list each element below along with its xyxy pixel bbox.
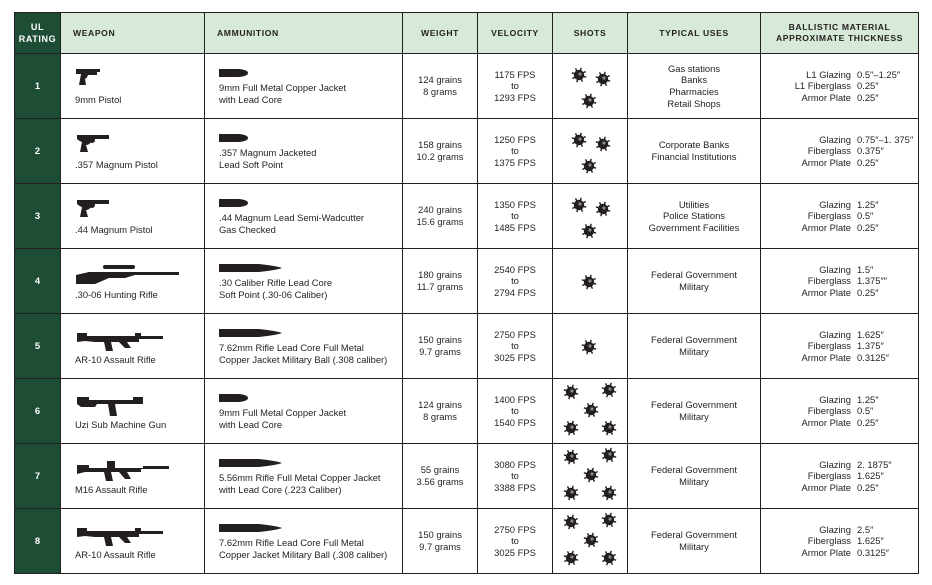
uses-line: Pharmacies	[669, 86, 719, 97]
table-row	[15, 54, 919, 119]
material-name: Glazing	[819, 458, 851, 470]
shots-graphic	[553, 120, 627, 182]
material-line	[775, 145, 918, 157]
uses-line: Government Facilities	[648, 221, 740, 233]
velocity-line: 2540 FPS	[494, 263, 536, 275]
velocity-cell	[478, 54, 553, 119]
material-thickness: 0.25″	[857, 481, 879, 493]
short-bullet-icon	[219, 198, 249, 210]
ammunition-line: 9mm Full Metal Copper Jacket	[219, 407, 347, 418]
weight-line: 150 grains	[418, 334, 462, 346]
weight-cell	[403, 509, 478, 574]
material-name: L1 Glazing	[806, 68, 851, 80]
weapon-cell	[61, 54, 205, 119]
weight-line: 9.7 grams	[419, 541, 461, 552]
uses-line: Federal Government	[651, 399, 737, 411]
table-body	[15, 54, 919, 574]
velocity-cell	[478, 184, 553, 249]
short-bullet-icon	[219, 68, 249, 80]
weapon-name: .357 Magnum Pistol	[75, 159, 158, 171]
typical-uses-cell	[628, 249, 761, 314]
material-thickness: 1.375″″	[857, 275, 888, 287]
ammunition-text	[219, 407, 346, 430]
bullet-hole-icon	[596, 202, 610, 216]
bullet-hole-icon	[572, 133, 586, 147]
material-thickness: 0.5″	[857, 210, 874, 222]
assault-rifle-icon	[75, 328, 165, 355]
weight-line: 8 grams	[423, 411, 457, 422]
material-line	[775, 352, 918, 364]
bullet-hole-icon	[564, 486, 578, 500]
ammunition-line: Copper Jacket Military Ball (.308 caliber)	[219, 548, 388, 560]
weapon-cell	[61, 314, 205, 379]
shots-graphic	[553, 250, 627, 312]
weight-line: 150 grains	[418, 529, 462, 541]
shots-graphic	[553, 315, 627, 377]
material-thickness: 1.5″	[857, 263, 874, 275]
velocity-line: 1540 FPS	[494, 416, 536, 428]
material-line	[775, 547, 918, 559]
ammunition-line: 7.62mm Rifle Lead Core Full Metal	[219, 342, 364, 353]
material-line	[775, 340, 918, 352]
material-line	[775, 470, 918, 482]
table-row	[15, 379, 919, 444]
material-name: Glazing	[819, 263, 851, 275]
shots-cell	[553, 509, 628, 574]
velocity-cell	[478, 249, 553, 314]
material-name: Glazing	[819, 198, 851, 210]
material-line	[775, 275, 918, 287]
ballistic-material-cell	[761, 444, 919, 509]
velocity-line: 3388 FPS	[494, 481, 536, 493]
assault-rifle-icon	[75, 523, 165, 550]
weapon-name: AR-10 Assault Rifle	[75, 549, 156, 561]
material-line	[775, 287, 918, 299]
material-line	[775, 92, 918, 104]
bullet-hole-icon	[582, 159, 596, 173]
weapon-name: M16 Assault Rifle	[75, 484, 148, 496]
velocity-line: 1250 FPS	[494, 133, 536, 145]
velocity-line: 3025 FPS	[494, 546, 536, 558]
ammunition-cell	[205, 314, 403, 379]
uses-line: Financial Institutions	[651, 151, 737, 162]
typical-uses-cell	[628, 314, 761, 379]
uses-line: Federal Government	[651, 529, 737, 541]
weapon-cell	[61, 444, 205, 509]
velocity-line: to	[511, 275, 519, 287]
weight-cell	[403, 444, 478, 509]
material-thickness: 0.5″–1.25″	[857, 68, 901, 80]
ammunition-cell	[205, 54, 403, 119]
material-thickness: 0.25″	[857, 286, 879, 298]
shots-cell	[553, 184, 628, 249]
ammunition-cell	[205, 379, 403, 444]
typical-uses-cell	[628, 509, 761, 574]
material-name: Fiberglass	[807, 405, 851, 417]
velocity-line: to	[511, 535, 519, 547]
weapon-name: AR-10 Assault Rifle	[75, 354, 156, 366]
material-line	[775, 69, 918, 81]
header-shots: SHOTS	[553, 13, 628, 54]
material-name: Fiberglass	[807, 275, 851, 287]
bullet-hole-icon	[602, 421, 616, 435]
material-name: Armor Plate	[801, 286, 851, 298]
uses-line: Military	[679, 541, 709, 552]
material-thickness: 0.75″–1. 375″	[857, 133, 914, 145]
ammunition-text	[219, 342, 387, 365]
bullet-hole-icon	[564, 450, 578, 464]
revolver-icon	[75, 133, 111, 156]
material-name: Armor Plate	[801, 481, 851, 493]
ul-rating-cell: 7	[15, 444, 61, 509]
material-thickness: 2.5″	[857, 523, 874, 535]
ammunition-cell	[205, 249, 403, 314]
ballistic-material-cell	[761, 379, 919, 444]
material-line	[775, 394, 918, 406]
material-line	[775, 482, 918, 494]
material-line	[775, 524, 918, 536]
weapon-cell	[61, 249, 205, 314]
material-line	[775, 134, 918, 146]
weight-line: 124 grains	[418, 74, 462, 86]
velocity-line: 1293 FPS	[494, 91, 536, 103]
ammunition-cell	[205, 184, 403, 249]
weight-line: 240 grains	[418, 204, 462, 216]
shots-cell	[553, 119, 628, 184]
velocity-line: 2794 FPS	[494, 286, 536, 298]
material-line	[775, 329, 918, 341]
material-thickness: 0.375″	[857, 145, 884, 157]
shots-graphic	[553, 445, 627, 507]
ammunition-line: with Lead Core	[219, 418, 283, 430]
weight-line: 10.2 grams	[416, 151, 464, 162]
weapon-name: .30-06 Hunting Rifle	[75, 289, 158, 301]
material-name: Fiberglass	[807, 210, 851, 222]
shots-graphic	[553, 185, 627, 247]
uses-line: Military	[679, 411, 709, 422]
material-line	[775, 80, 918, 92]
velocity-line: 1350 FPS	[494, 198, 536, 210]
weight-line: 15.6 grams	[416, 216, 464, 227]
material-thickness: 0.25″	[857, 80, 879, 92]
table-row	[15, 314, 919, 379]
material-line	[775, 222, 918, 234]
bullet-hole-icon	[596, 72, 610, 86]
material-thickness: 1.375″	[857, 340, 884, 352]
header-ballistic-material: BALLISTIC MATERIAL APPROXIMATE THICKNESS	[761, 13, 919, 54]
weight-line: 11.7 grams	[416, 281, 464, 292]
weight-cell	[403, 314, 478, 379]
ammunition-line: Soft Point (.30-06 Caliber)	[219, 288, 328, 300]
weapon-name: 9mm Pistol	[75, 94, 122, 106]
ammunition-cell	[205, 444, 403, 509]
ammunition-line: .44 Magnum Lead Semi-Wadcutter	[219, 212, 365, 223]
velocity-line: 3025 FPS	[494, 351, 536, 363]
bullet-hole-icon	[582, 94, 596, 108]
ammunition-text	[219, 537, 387, 560]
ammunition-line: Gas Checked	[219, 223, 276, 235]
typical-uses-cell	[628, 379, 761, 444]
ammunition-line: .30 Caliber Rifle Lead Core	[219, 277, 333, 288]
hunting-rifle-icon	[75, 263, 183, 288]
pistol-icon	[75, 68, 103, 89]
m16-rifle-icon	[75, 458, 171, 485]
table-row	[15, 444, 919, 509]
typical-uses-cell	[628, 444, 761, 509]
material-name: Armor Plate	[801, 416, 851, 428]
shots-cell	[553, 444, 628, 509]
typical-uses-cell	[628, 119, 761, 184]
velocity-line: to	[511, 340, 519, 352]
uses-line: Military	[679, 346, 709, 357]
material-thickness: 1.625″	[857, 328, 884, 340]
weight-line: 8 grams	[423, 86, 457, 97]
velocity-line: to	[511, 405, 519, 417]
uses-line: Military	[679, 281, 709, 292]
material-thickness: 0.5″	[857, 405, 874, 417]
velocity-line: 3080 FPS	[494, 458, 536, 470]
material-name: Armor Plate	[801, 221, 851, 233]
ul-rating-cell: 4	[15, 249, 61, 314]
bullet-hole-icon	[572, 68, 586, 82]
material-name: Armor Plate	[801, 351, 851, 363]
material-name: Fiberglass	[807, 340, 851, 352]
weapon-name: .44 Magnum Pistol	[75, 224, 153, 236]
uses-line: Utilities	[678, 198, 710, 210]
bullet-hole-icon	[572, 198, 586, 212]
rifle-bullet-icon	[219, 328, 283, 340]
velocity-line: 1175 FPS	[494, 68, 536, 80]
ammunition-text	[219, 82, 346, 105]
revolver-icon	[75, 198, 111, 221]
material-thickness: 1.625″	[857, 470, 884, 482]
material-thickness: 2. 1875″	[857, 458, 892, 470]
ul-rating-cell: 2	[15, 119, 61, 184]
ammunition-text	[219, 147, 316, 170]
uses-line: Federal Government	[651, 269, 737, 281]
material-line	[775, 459, 918, 471]
table-row	[15, 509, 919, 574]
uses-line: Gas stations	[667, 62, 721, 74]
ammunition-line: 7.62mm Rifle Lead Core Full Metal	[219, 537, 364, 548]
header-typical-uses: TYPICAL USES	[628, 13, 761, 54]
material-thickness: 1.625″	[857, 535, 884, 547]
weight-line: 158 grains	[418, 139, 462, 151]
material-name: L1 Fiberglass	[794, 80, 851, 92]
material-thickness: 1.25″	[857, 198, 879, 210]
uses-line: Military	[679, 476, 709, 487]
velocity-line: 1400 FPS	[494, 393, 536, 405]
bullet-hole-icon	[564, 421, 578, 435]
ammunition-text	[219, 277, 332, 300]
short-bullet-icon	[219, 393, 249, 405]
ul-rating-cell: 6	[15, 379, 61, 444]
weapon-cell	[61, 184, 205, 249]
velocity-cell	[478, 379, 553, 444]
weapon-name: Uzi Sub Machine Gun	[75, 419, 167, 431]
ul-rating-cell: 5	[15, 314, 61, 379]
weight-line: 180 grains	[418, 269, 462, 281]
material-line	[775, 405, 918, 417]
weight-cell	[403, 184, 478, 249]
shots-graphic	[553, 380, 627, 442]
weapon-cell	[61, 509, 205, 574]
material-name: Glazing	[819, 133, 851, 145]
velocity-line: 1375 FPS	[494, 156, 536, 168]
bullet-hole-icon	[602, 513, 616, 527]
material-line	[775, 157, 918, 169]
header-velocity: VELOCITY	[478, 13, 553, 54]
bullet-hole-icon	[564, 385, 578, 399]
velocity-line: 1485 FPS	[494, 221, 536, 233]
ul-rating-cell: 8	[15, 509, 61, 574]
weight-cell	[403, 379, 478, 444]
material-line	[775, 199, 918, 211]
material-line	[775, 535, 918, 547]
bullet-hole-icon	[582, 275, 596, 289]
ballistic-rating-table	[14, 12, 919, 574]
shots-cell	[553, 54, 628, 119]
header-row	[15, 13, 919, 54]
velocity-line: to	[511, 145, 519, 157]
ammunition-line: 9mm Full Metal Copper Jacket	[219, 82, 347, 93]
velocity-cell	[478, 509, 553, 574]
material-thickness: 0.25″	[857, 91, 879, 103]
header-weight: WEIGHT	[403, 13, 478, 54]
ammunition-line: Copper Jacket Military Ball (.308 caliber)	[219, 353, 388, 365]
velocity-cell	[478, 314, 553, 379]
bullet-hole-icon	[602, 448, 616, 462]
velocity-line: to	[511, 80, 519, 92]
velocity-line: 2750 FPS	[494, 328, 536, 340]
bullet-hole-icon	[582, 340, 596, 354]
ammunition-line: .357 Magnum Jacketed	[219, 147, 317, 158]
ul-rating-cell: 3	[15, 184, 61, 249]
bullet-hole-icon	[602, 383, 616, 397]
material-name: Fiberglass	[807, 470, 851, 482]
shots-cell	[553, 379, 628, 444]
table-row	[15, 184, 919, 249]
shots-graphic	[553, 55, 627, 117]
rifle-bullet-icon	[219, 523, 283, 535]
bullet-hole-icon	[596, 137, 610, 151]
velocity-line: to	[511, 210, 519, 222]
ballistic-material-cell	[761, 314, 919, 379]
shots-graphic	[553, 510, 627, 572]
material-name: Glazing	[819, 328, 851, 340]
uses-line: Corporate Banks	[658, 139, 730, 151]
ballistic-material-cell	[761, 54, 919, 119]
ballistic-material-cell	[761, 509, 919, 574]
velocity-line: 2750 FPS	[494, 523, 536, 535]
velocity-cell	[478, 444, 553, 509]
header-ul-rating: UL RATING	[15, 13, 61, 54]
weight-cell	[403, 54, 478, 119]
table-row	[15, 119, 919, 184]
ballistic-material-cell	[761, 119, 919, 184]
material-thickness: 0.25″	[857, 416, 879, 428]
ammunition-line: with Lead Core	[219, 93, 283, 105]
rifle-bullet-icon	[219, 458, 283, 470]
ammunition-cell	[205, 119, 403, 184]
uses-line: Retail Shops	[667, 97, 721, 109]
uzi-icon	[75, 393, 145, 420]
material-name: Armor Plate	[801, 156, 851, 168]
bullet-hole-icon	[564, 515, 578, 529]
bullet-hole-icon	[584, 468, 598, 482]
typical-uses-cell	[628, 54, 761, 119]
material-name: Fiberglass	[807, 145, 851, 157]
material-line	[775, 264, 918, 276]
header-ammunition: AMMUNITION	[205, 13, 403, 54]
table-row	[15, 249, 919, 314]
shots-cell	[553, 314, 628, 379]
material-line	[775, 210, 918, 222]
velocity-line: to	[511, 470, 519, 482]
bullet-hole-icon	[584, 403, 598, 417]
ammunition-line: 5.56mm Rifle Full Metal Copper Jacket	[219, 472, 381, 483]
bullet-hole-icon	[564, 551, 578, 565]
ammunition-text	[219, 472, 381, 495]
material-name: Armor Plate	[801, 546, 851, 558]
weight-cell	[403, 119, 478, 184]
weapon-cell	[61, 379, 205, 444]
velocity-cell	[478, 119, 553, 184]
bullet-hole-icon	[602, 486, 616, 500]
uses-line: Police Stations	[662, 210, 725, 222]
uses-line: Federal Government	[651, 464, 737, 476]
weight-line: 55 grains	[420, 464, 460, 476]
short-bullet-icon	[219, 133, 249, 145]
bullet-hole-icon	[584, 533, 598, 547]
uses-line: Banks	[680, 74, 708, 86]
ammunition-line: Lead Soft Point	[219, 158, 284, 170]
material-name: Glazing	[819, 393, 851, 405]
material-name: Glazing	[819, 523, 851, 535]
material-thickness: 0.25″	[857, 156, 879, 168]
uses-line: Federal Government	[651, 334, 737, 346]
ammunition-cell	[205, 509, 403, 574]
weight-line: 9.7 grams	[419, 346, 461, 357]
ammunition-line: with Lead Core (.223 Caliber)	[219, 483, 342, 495]
ul-rating-cell: 1	[15, 54, 61, 119]
material-line	[775, 417, 918, 429]
weight-line: 3.56 grams	[416, 476, 464, 487]
material-thickness: 1.25″	[857, 393, 879, 405]
bullet-hole-icon	[582, 224, 596, 238]
material-thickness: 0.25″	[857, 221, 879, 233]
weight-line: 124 grains	[418, 399, 462, 411]
typical-uses-cell	[628, 184, 761, 249]
ballistic-material-cell	[761, 249, 919, 314]
shots-cell	[553, 249, 628, 314]
rifle-bullet-icon	[219, 263, 283, 275]
weight-cell	[403, 249, 478, 314]
material-thickness: 0.3125″	[857, 546, 889, 558]
ammunition-text	[219, 212, 364, 235]
material-name: Fiberglass	[807, 535, 851, 547]
material-thickness: 0.3125″	[857, 351, 889, 363]
header-weapon: WEAPON	[61, 13, 205, 54]
material-name: Armor Plate	[801, 91, 851, 103]
weapon-cell	[61, 119, 205, 184]
bullet-hole-icon	[602, 551, 616, 565]
ballistic-material-cell	[761, 184, 919, 249]
